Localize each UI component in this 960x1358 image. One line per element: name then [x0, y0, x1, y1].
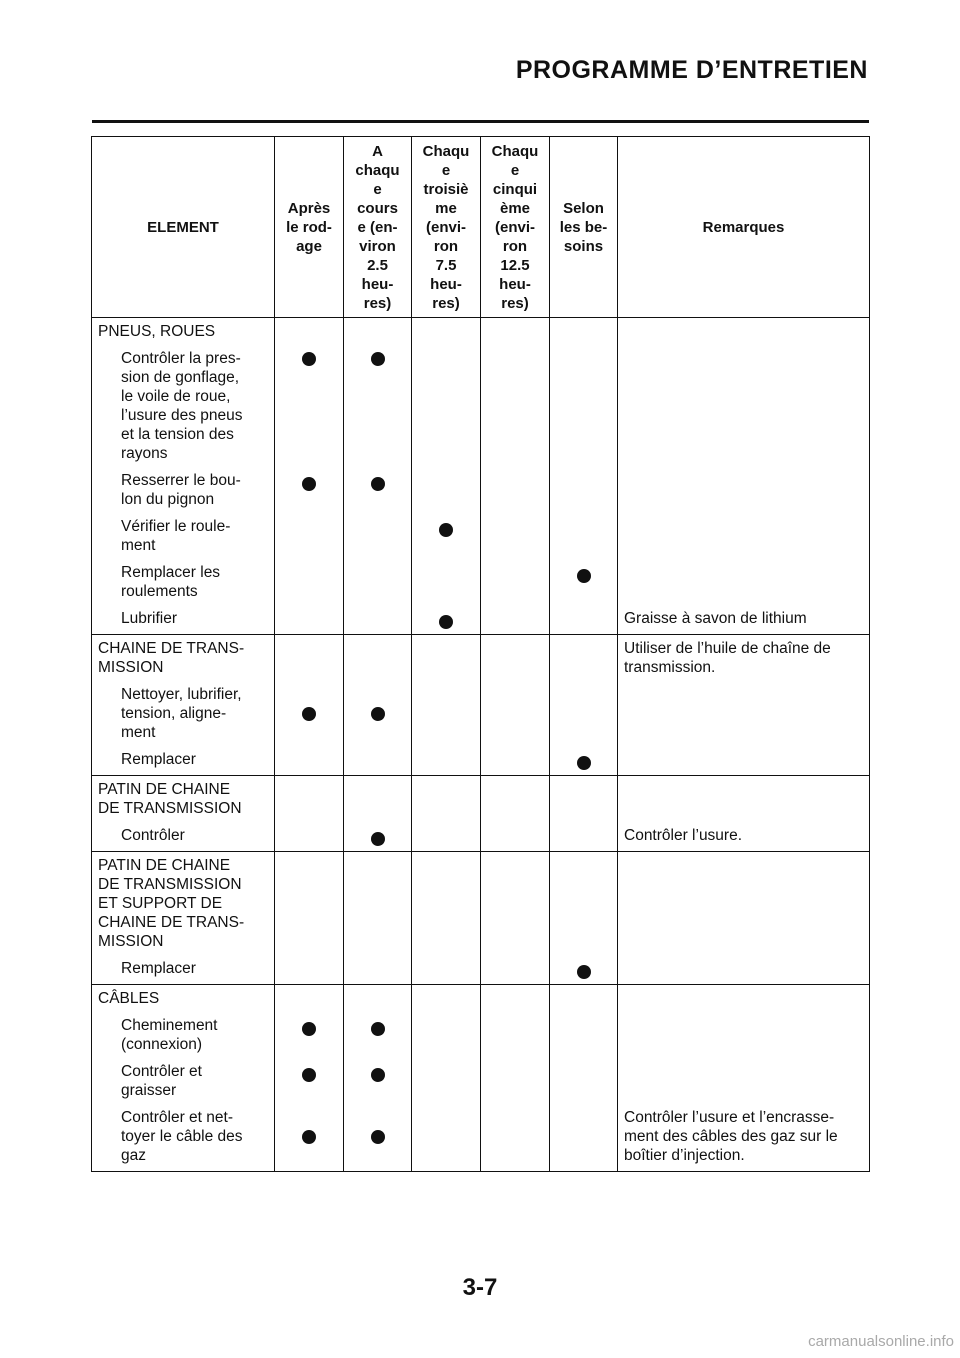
page-title: PROGRAMME D’ENTRETIEN: [515, 56, 868, 84]
interval-cell: [275, 318, 344, 635]
group-title: [98, 856, 268, 951]
interval-cell: [550, 776, 618, 852]
group-title: [98, 989, 268, 1008]
remark-line: Contrôler l’usure et l’encrasse-: [624, 1109, 835, 1126]
header-as-needed: [550, 137, 618, 318]
group-title: [98, 639, 268, 677]
task-label-line: Lubrifier: [121, 610, 177, 627]
header-after-run-in: [275, 137, 344, 318]
interval-mark-dot: [302, 477, 316, 491]
interval-cell: [412, 776, 481, 852]
group-title-line: DE TRANSMISSION: [98, 876, 242, 893]
interval-mark-dot: [302, 1068, 316, 1082]
interval-cell: [275, 852, 344, 985]
header-line: le rod-: [286, 218, 332, 236]
header-every-race: [344, 137, 412, 318]
table-row: [92, 776, 870, 852]
header-element: ELEMENT: [92, 137, 275, 318]
task-label-line: Contrôler et net-: [121, 1109, 233, 1126]
table-row: [92, 985, 870, 1172]
task-label: [98, 959, 268, 978]
remark-line: Utiliser de l’huile de chaîne de: [624, 640, 831, 657]
task-label: [98, 1062, 268, 1100]
task-label-line: toyer le câble des: [121, 1128, 243, 1145]
interval-mark-dot: [371, 832, 385, 846]
remarks-cell: [618, 985, 870, 1172]
remark-line: ment des câbles des gaz sur le: [624, 1128, 838, 1145]
header-line: age: [296, 237, 322, 255]
remark-line: Contrôler l’usure.: [624, 827, 743, 844]
task-label-line: Contrôler la pres-: [121, 350, 241, 367]
interval-cell: [481, 985, 550, 1172]
header-line: heu-: [361, 275, 394, 293]
task-label: [98, 1108, 268, 1165]
task-label: [98, 517, 268, 555]
interval-cell: [344, 635, 412, 776]
task-label-line: tension, aligne-: [121, 705, 227, 722]
task-label-line: Cheminement: [121, 1017, 218, 1034]
group-title-line: PATIN DE CHAINE: [98, 781, 231, 798]
interval-mark-dot: [577, 965, 591, 979]
task-label-line: Remplacer les: [121, 564, 221, 581]
header-line: ème: [499, 199, 531, 217]
header-line: Après: [287, 199, 331, 217]
title-rule: [92, 120, 869, 123]
task-label-line: sion de gonflage,: [121, 369, 240, 386]
task-label: [98, 349, 268, 463]
header-line: cinqui: [492, 180, 538, 198]
header-line: heu-: [499, 275, 531, 293]
group-title-line: MISSION: [98, 933, 164, 950]
interval-mark-dot: [371, 1022, 385, 1036]
task-label-line: et la tension des: [121, 426, 234, 443]
interval-cell: [344, 776, 412, 852]
task-label: [98, 471, 268, 509]
group-title-line: ET SUPPORT DE: [98, 895, 223, 912]
task-label-line: Contrôler et: [121, 1063, 202, 1080]
header-line: ron: [433, 237, 459, 255]
task-label-line: le voile de roue,: [121, 388, 231, 405]
header-line: les be-: [559, 218, 608, 236]
task-label-line: rayons: [121, 445, 168, 462]
interval-cell: [550, 318, 618, 635]
interval-mark-dot: [302, 1130, 316, 1144]
interval-mark-dot: [371, 1068, 385, 1082]
interval-cell: [481, 776, 550, 852]
element-cell: [92, 776, 275, 852]
interval-mark-dot: [577, 569, 591, 583]
task-label-line: l’usure des pneus: [121, 407, 243, 424]
interval-cell: [550, 985, 618, 1172]
table-row: [92, 852, 870, 985]
interval-mark-dot: [439, 615, 453, 629]
table-row: [92, 635, 870, 776]
header-every-fifth: [481, 137, 550, 318]
remarks-cell: [618, 776, 870, 852]
task-label-line: Remplacer: [121, 960, 196, 977]
group-title-line: CHAINE DE TRANS-: [98, 640, 245, 657]
table-body: [92, 318, 870, 1172]
group-title-line: DE TRANSMISSION: [98, 800, 242, 817]
interval-mark-dot: [371, 1130, 385, 1144]
watermark: carmanualsonline.info: [808, 1333, 954, 1350]
header-line: (envi-: [425, 218, 466, 236]
header-line: Chaqu: [422, 142, 470, 160]
table-header-row: [92, 137, 870, 318]
task-label: [98, 750, 268, 769]
interval-mark-dot: [302, 1022, 316, 1036]
task-label-line: ment: [121, 724, 156, 741]
interval-cell: [481, 852, 550, 985]
interval-mark-dot: [439, 523, 453, 537]
header-remarks: Remarques: [618, 137, 870, 318]
task-label-line: gaz: [121, 1147, 146, 1164]
header-line: Selon: [563, 199, 604, 217]
maintenance-table: [91, 136, 870, 1172]
interval-cell: [481, 318, 550, 635]
interval-mark-dot: [302, 352, 316, 366]
header-line: Chaqu: [491, 142, 539, 160]
remark-line: boîtier d’injection.: [624, 1147, 745, 1164]
task-label: [98, 826, 268, 845]
element-cell: [92, 985, 275, 1172]
header-line: A: [372, 142, 383, 160]
header-line: res): [432, 294, 460, 312]
header-line: heu-: [430, 275, 462, 293]
group-title: [98, 322, 268, 341]
task-label-line: Resserrer le bou-: [121, 472, 241, 489]
group-title-line: CHAINE DE TRANS-: [98, 914, 245, 931]
group-title-line: MISSION: [98, 659, 164, 676]
header-line: cours: [357, 199, 398, 217]
remark-line: transmission.: [624, 659, 716, 676]
header-line: ron: [502, 237, 528, 255]
header-line: chaqu: [355, 161, 400, 179]
header-line: 2.5: [367, 256, 388, 274]
task-label-line: (connexion): [121, 1036, 202, 1053]
interval-cell: [344, 318, 412, 635]
header-line: (envi-: [494, 218, 535, 236]
group-title: [98, 780, 268, 818]
header-line: me: [435, 199, 457, 217]
interval-cell: [550, 635, 618, 776]
remarks-cell: [618, 852, 870, 985]
header-every-third: [412, 137, 481, 318]
group-title-line: CÂBLES: [98, 990, 160, 1007]
element-cell: [92, 318, 275, 635]
interval-cell: [275, 635, 344, 776]
task-label-line: Vérifier le roule-: [121, 518, 231, 535]
header-line: viron: [359, 237, 396, 255]
interval-cell: [275, 985, 344, 1172]
interval-cell: [412, 985, 481, 1172]
interval-mark-dot: [371, 352, 385, 366]
header-line: troisiè: [423, 180, 469, 198]
remarks-cell: [618, 318, 870, 635]
interval-cell: [550, 852, 618, 985]
interval-cell: [412, 318, 481, 635]
interval-cell: [412, 852, 481, 985]
header-line: e: [373, 180, 382, 198]
interval-mark-dot: [371, 707, 385, 721]
interval-cell: [344, 985, 412, 1172]
task-label: [98, 609, 268, 628]
task-label-line: graisser: [121, 1082, 177, 1099]
page-number: 3-7: [462, 1274, 498, 1301]
task-label-line: Contrôler: [121, 827, 185, 844]
task-label-line: ment: [121, 537, 156, 554]
task-label: [98, 685, 268, 742]
remarks-cell: [618, 635, 870, 776]
header-line: 7.5: [435, 256, 457, 274]
header-line: soins: [563, 237, 604, 255]
interval-cell: [481, 635, 550, 776]
task-label-line: roulements: [121, 583, 198, 600]
interval-cell: [275, 776, 344, 852]
group-title-line: PATIN DE CHAINE: [98, 857, 231, 874]
table-row: [92, 318, 870, 635]
group-title-line: PNEUS, ROUES: [98, 323, 216, 340]
element-cell: [92, 635, 275, 776]
header-line: e: [510, 161, 520, 179]
task-label-line: lon du pignon: [121, 491, 215, 508]
interval-cell: [412, 635, 481, 776]
element-cell: [92, 852, 275, 985]
header-line: res): [363, 294, 392, 312]
task-label: [98, 1016, 268, 1054]
interval-mark-dot: [371, 477, 385, 491]
task-label-line: Nettoyer, lubrifier,: [121, 686, 242, 703]
header-line: e: [441, 161, 451, 179]
header-line: 12.5: [500, 256, 530, 274]
interval-cell: [344, 852, 412, 985]
task-label-line: Remplacer: [121, 751, 196, 768]
remark-line: Graisse à savon de lithium: [624, 610, 807, 627]
header-line: e (en-: [357, 218, 398, 236]
interval-mark-dot: [577, 756, 591, 770]
header-line: res): [501, 294, 529, 312]
interval-mark-dot: [302, 707, 316, 721]
task-label: [98, 563, 268, 601]
